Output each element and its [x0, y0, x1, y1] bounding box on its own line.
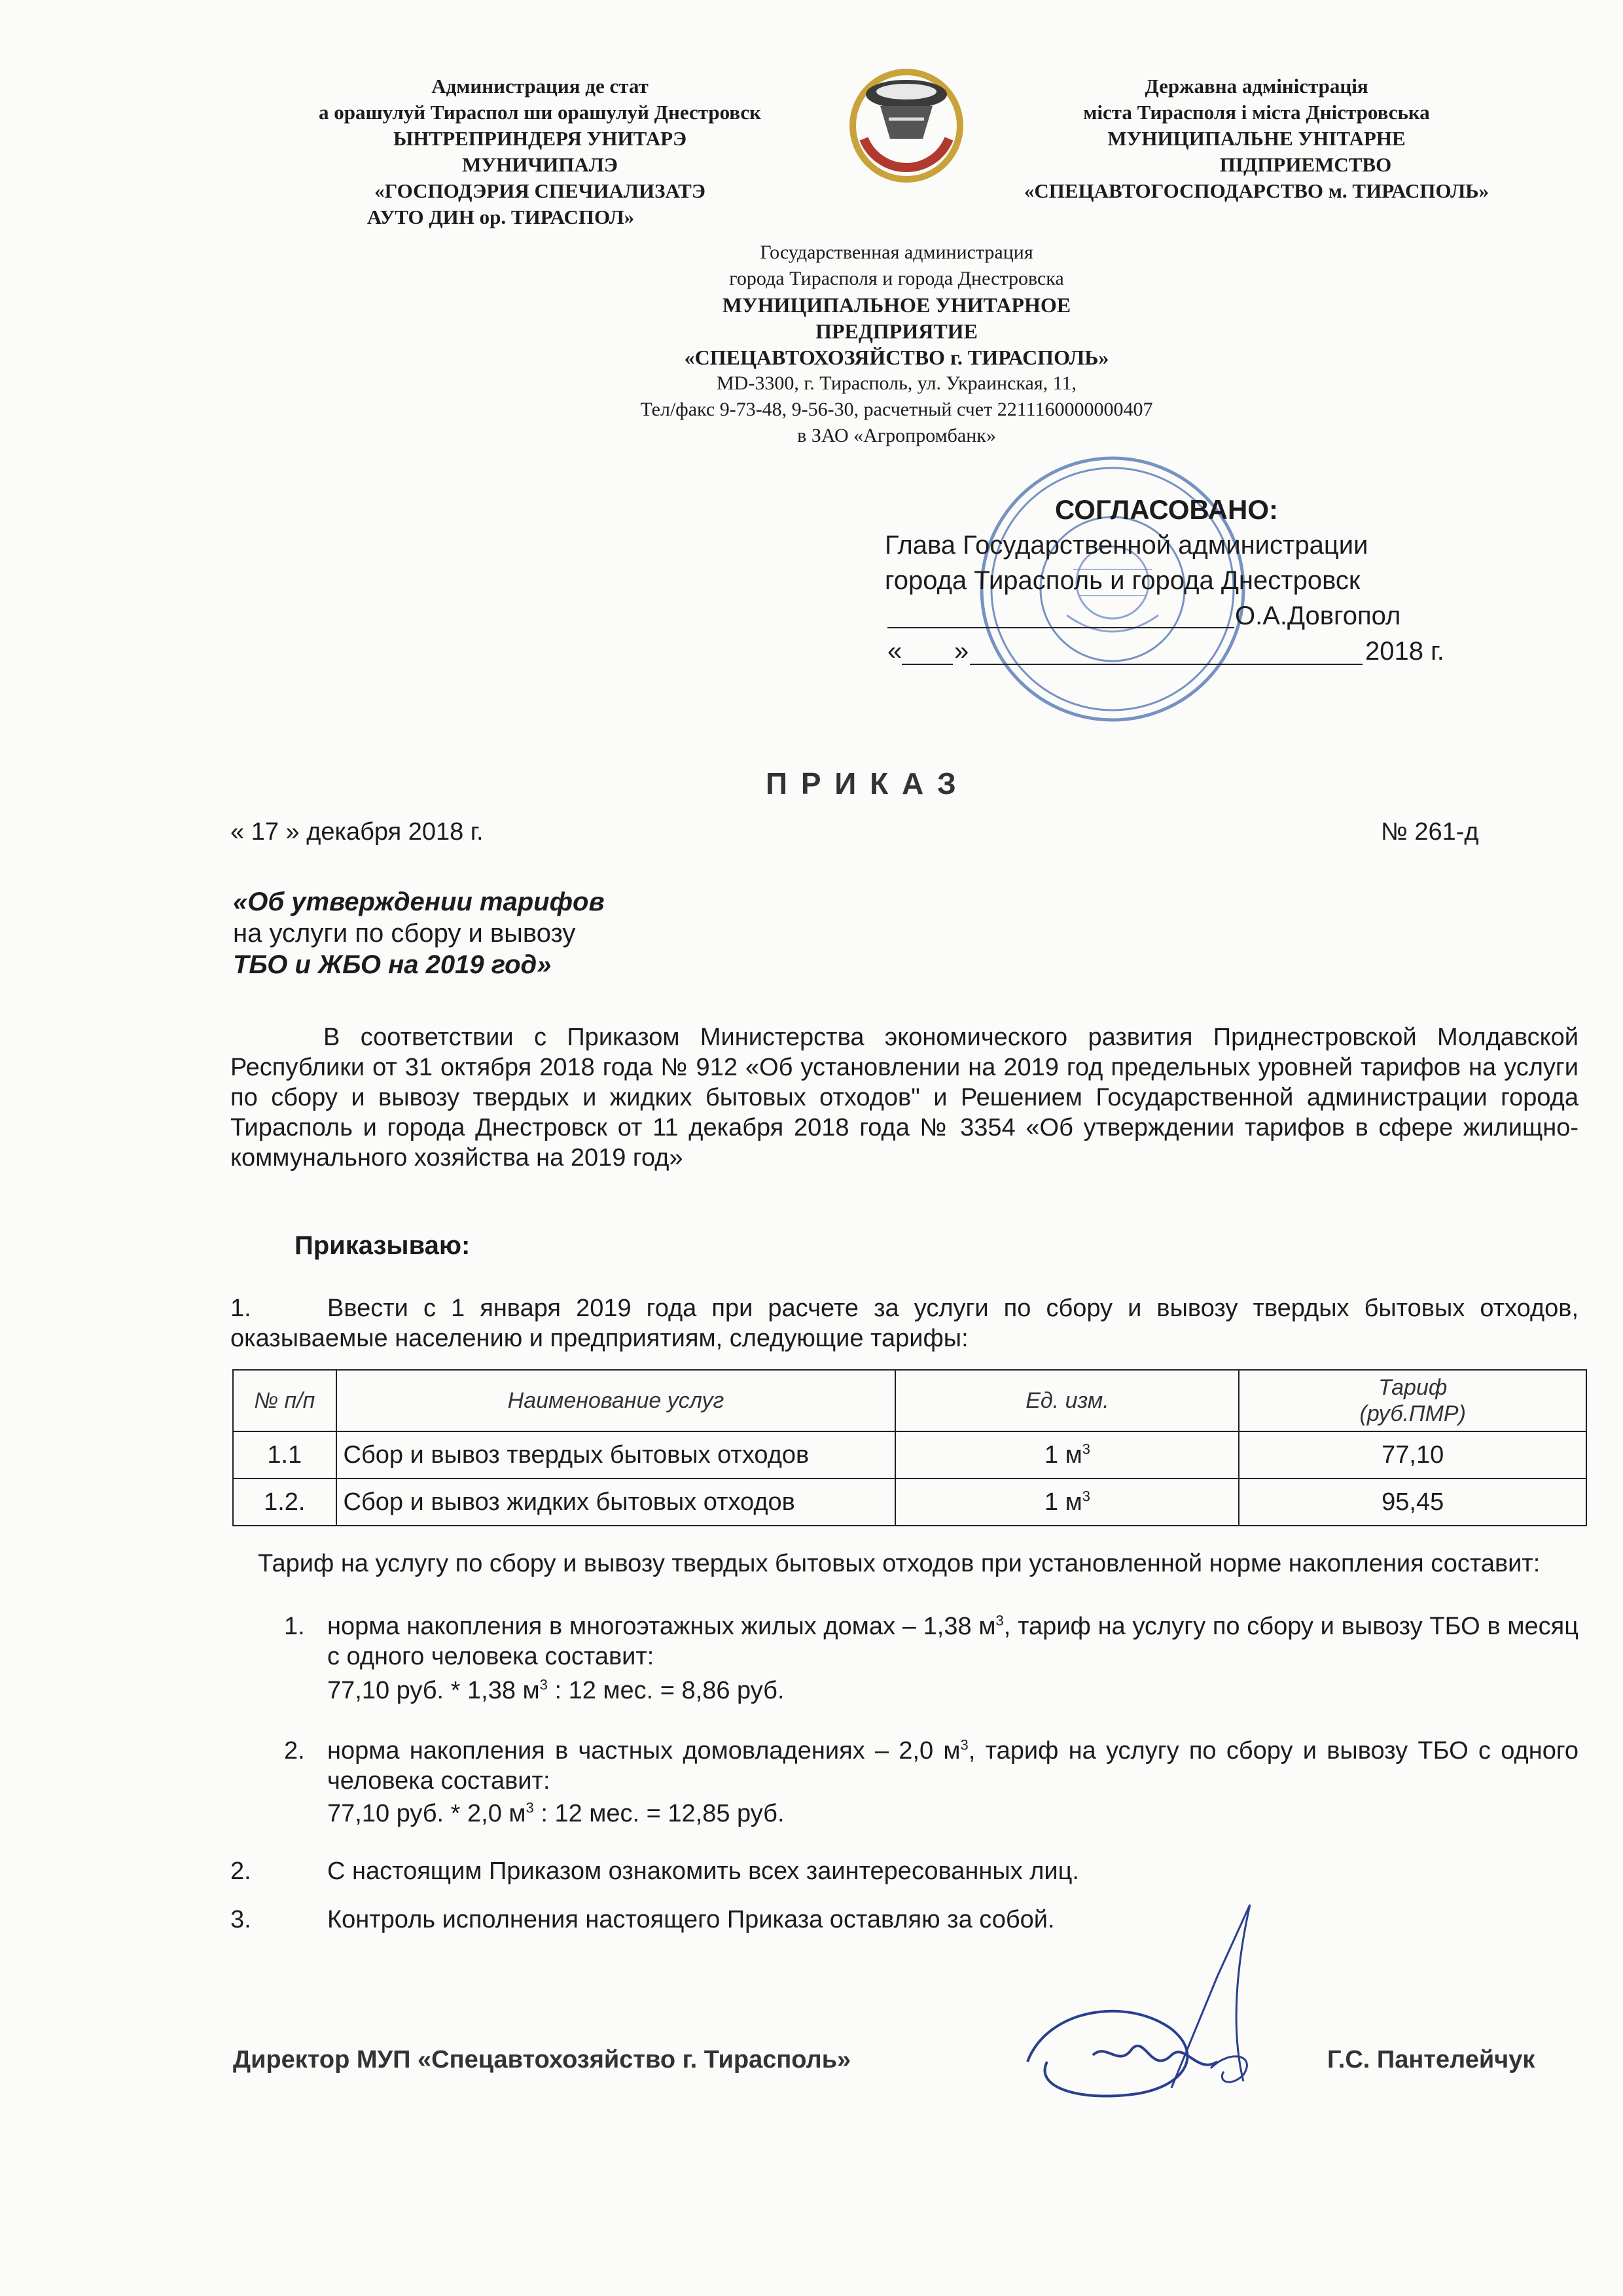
- month-underline: [970, 664, 1363, 665]
- row-tariff: 95,45: [1239, 1479, 1586, 1526]
- day-underline: [902, 664, 953, 665]
- unit-text: 1 м: [1044, 1441, 1082, 1469]
- sub-item-2-superscript: 3: [960, 1736, 969, 1753]
- table-row: [233, 1479, 1586, 1526]
- header-left: [236, 73, 844, 230]
- row-unit: [895, 1479, 1239, 1526]
- header-center-line: «СПЕЦАВТОХОЗЯЙСТВО г. ТИРАСПОЛЬ»: [684, 346, 1109, 369]
- item-1-number: 1.: [230, 1295, 251, 1322]
- subject-line: на услуги по сбору и вывозу: [233, 919, 576, 948]
- signature-scribble-icon: [1021, 1898, 1296, 2121]
- header-center-line: в ЗАО «Агропромбанк»: [797, 425, 996, 446]
- order-title: П Р И К А З: [766, 766, 959, 800]
- approval-signature-line: [885, 598, 1539, 634]
- header-center-line: города Тирасполя и города Днестровска: [729, 268, 1064, 289]
- sub-item-1-text-a: норма накопления в многоэтажных жилых домах – 1,38 м: [327, 1613, 996, 1640]
- item-2-text: С настоящим Приказом ознакомить всех заинтересованных лиц.: [327, 1857, 1079, 1885]
- calc-2-superscript: 3: [526, 1799, 534, 1816]
- header-left-line: «ГОСПОДЭРИЯ СПЕЧИАЛИЗАТЭ: [374, 179, 705, 202]
- row-service: Сбор и вывоз жидких бытовых отходов: [336, 1479, 896, 1526]
- director-name: Г.С. Пантелейчук: [1327, 2046, 1535, 2073]
- header-center-line: Государственная администрация: [760, 242, 1033, 263]
- header-right-line: міста Тирасполя і міста Днiстровська: [1083, 101, 1430, 124]
- item-3-number: 3.: [230, 1906, 251, 1933]
- approval-year: 2018 г.: [1365, 637, 1444, 666]
- sub-item-1-text: [327, 1611, 1578, 1672]
- subject-line: «Об утверждении тарифов: [233, 888, 605, 916]
- header-left-line: а орашулуй Тираспол ши орашулуй Днестровск: [318, 101, 762, 124]
- row-service: Сбор и вывоз твердых бытовых отходов: [336, 1431, 896, 1479]
- director-position: Директор МУП «Спецавтохозяйство г. Тирасполь»: [233, 2046, 851, 2073]
- item-1-text: Ввести с 1 января 2019 года при расчете за услуги по сбору и вывозу твердых бытовых отходов, оказываемые населению и предприятиям, следующие тарифы:: [230, 1295, 1578, 1352]
- header-center-line: ПРЕДПРИЯТИЕ: [815, 319, 978, 343]
- preamble-paragraph: В соответствии с Приказом Министерства экономического развития Приднестровской Молдавской Республики от 31 октября 2018 года № 912 «Об установлении на 2019 год предельных уровней тарифов на услуги по сбору и вывозу твердых и жидких бытовых отходов" и Решением Государственной администрации города Тирасполь и города Днестровск от 11 декабря 2018 года № 3354 «Об утверждении тарифов в сфере жилищно-коммунального хозяйства на 2019 год»: [230, 1024, 1578, 1172]
- orders-heading: Приказываю:: [294, 1231, 471, 1260]
- header-center-line: Тел/факс 9-73-48, 9-56-30, расчетный счет 2211160000000407: [640, 399, 1153, 420]
- order-subject: [233, 886, 605, 980]
- signature-underline: [887, 627, 1234, 628]
- calc-1-superscript: 3: [539, 1676, 548, 1693]
- unit-superscript: 3: [1082, 1440, 1090, 1457]
- header-right-line: Державна адміністрація: [1145, 75, 1368, 98]
- tariff-header-currency: (руб.ПМР): [1359, 1401, 1466, 1426]
- tariffs-table: [232, 1369, 1587, 1526]
- header-center: [537, 240, 1257, 449]
- header-center-line: МУНИЦИПАЛЬНОЕ УНИТАРНОЕ: [722, 293, 1071, 317]
- header-right: [969, 73, 1544, 204]
- column-header-tariff: [1239, 1370, 1586, 1431]
- row-tariff: 77,10: [1239, 1431, 1586, 1479]
- unit-superscript: 3: [1082, 1487, 1090, 1504]
- calc-2-text-b: : 12 мес. = 12,85 руб.: [533, 1800, 785, 1827]
- order-number: № 261-д: [1381, 818, 1479, 846]
- header-right-line: МУНИЦИПАЛЬНЕ УНІТАРНЕ: [1107, 127, 1406, 150]
- sub-item-1-superscript: 3: [995, 1612, 1004, 1629]
- sub-item-1-text-b: , тариф на услугу по сбору и вывозу ТБО в месяц с одного человека составит:: [327, 1613, 1578, 1670]
- sub-item-1-number: 1.: [284, 1613, 305, 1640]
- calc-1-text-b: : 12 мес. = 8,86 руб.: [547, 1677, 785, 1704]
- row-unit: [895, 1431, 1239, 1479]
- handwritten-signature: [1021, 1898, 1296, 2121]
- item-3-text: Контроль исполнения настоящего Приказа оставляю за собой.: [327, 1906, 1055, 1933]
- quote-open: «: [887, 637, 902, 666]
- row-number: 1.2.: [233, 1479, 336, 1526]
- row-number: 1.1: [233, 1431, 336, 1479]
- tariff-header-label: Тариф: [1378, 1375, 1448, 1400]
- approval-block: [885, 492, 1539, 669]
- approval-title: СОГЛАСОВАНО:: [1055, 494, 1278, 525]
- norm-intro-paragraph: Тариф на услугу по сбору и вывозу твердых бытовых отходов при установленной норме накопления составит:: [258, 1550, 1541, 1577]
- approval-line: Глава Государственной администрации: [885, 531, 1368, 560]
- table-row: [233, 1431, 1586, 1479]
- column-header-number: № п/п: [233, 1370, 336, 1431]
- approval-line: города Тирасполь и города Днестровск: [885, 566, 1361, 595]
- sub-item-2-number: 2.: [284, 1737, 305, 1765]
- item-2-number: 2.: [230, 1857, 251, 1885]
- table-header-row: [233, 1370, 1586, 1431]
- header-right-line: «СПЕЦАВТОГОСПОДАРСТВО м. ТИРАСПОЛЬ»: [1024, 179, 1489, 202]
- logo-emblem-icon: [844, 60, 969, 185]
- unit-text: 1 м: [1044, 1488, 1082, 1516]
- approval-name: О.А.Довгопол: [1235, 601, 1401, 630]
- header-left-line: МУНИЧИПАЛЭ: [462, 153, 618, 176]
- order-date: « 17 » декабря 2018 г.: [230, 818, 484, 846]
- company-logo: [844, 60, 969, 185]
- calc-1-text-a: 77,10 руб. * 1,38 м: [327, 1677, 540, 1704]
- approval-date-line: [885, 634, 1539, 669]
- header-center-line: MD-3300, г. Тирасполь, ул. Украинская, 11,: [716, 372, 1077, 394]
- header-left-line: Администрация де стат: [431, 75, 649, 98]
- sub-item-2-text-a: норма накопления в частных домовладениях – 2,0 м: [327, 1737, 961, 1765]
- column-header-unit: Ед. изм.: [895, 1370, 1239, 1431]
- calc-2-text-a: 77,10 руб. * 2,0 м: [327, 1800, 526, 1827]
- sub-item-2-text: [327, 1736, 1578, 1796]
- sub-item-2-calculation: [327, 1799, 785, 1829]
- column-header-service: Наименование услуг: [336, 1370, 896, 1431]
- header-left-line: ЫНТРЕПРИНДЕРЯ УНИТАРЭ: [393, 127, 687, 150]
- quote-close: »: [954, 637, 969, 666]
- sub-item-2-text-b: , тариф на услугу по сбору и вывозу ТБО с одного человека составит:: [327, 1737, 1578, 1795]
- header-right-line: ПІДПРИЕМСТВО: [1219, 153, 1392, 176]
- header-left-line: АУТО ДИН ор. ТИРАСПОЛ»: [366, 206, 635, 228]
- subject-line: ТБО и ЖБО на 2019 год»: [233, 950, 552, 979]
- sub-item-1-calculation: [327, 1676, 785, 1706]
